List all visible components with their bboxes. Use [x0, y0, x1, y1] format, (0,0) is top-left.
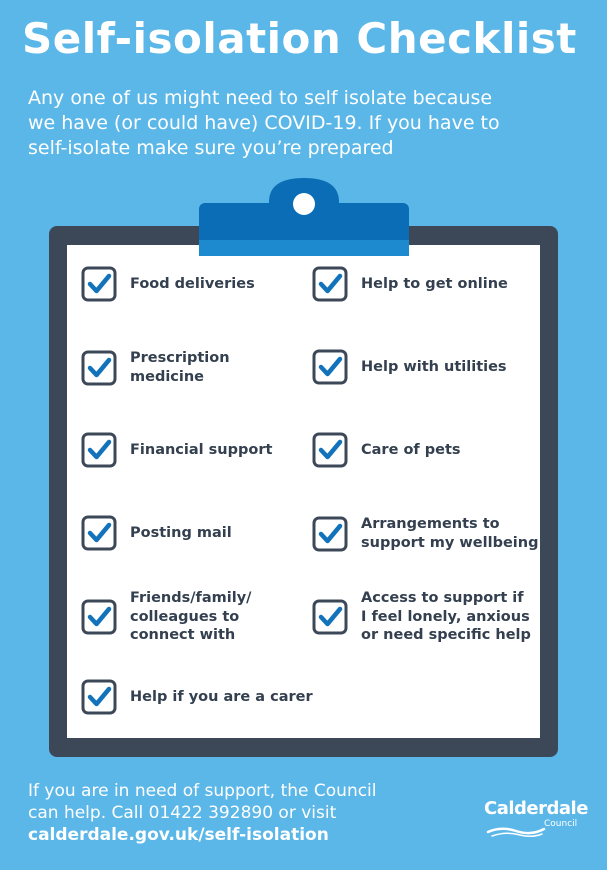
checkbox-checked-icon: [312, 432, 348, 468]
checkbox-checked-icon: [81, 679, 117, 715]
checklist-item-get-online: [312, 266, 508, 302]
checklist-paper: [67, 245, 540, 738]
checklist-item-financial-support: [81, 432, 272, 468]
intro-line: we have (or could have) COVID-19. If you have to: [28, 112, 500, 134]
logo-name: Calderdale: [484, 798, 588, 819]
intro-line: self-isolate make sure you’re prepared: [28, 137, 394, 159]
checklist-item-label: Prescription medicine: [130, 350, 230, 385]
checkbox-checked-icon: [312, 599, 348, 635]
checklist-item-posting-mail: [81, 515, 232, 551]
checklist-item-label: Help if you are a carer: [130, 688, 313, 705]
intro-text: [28, 86, 568, 161]
intro-line: Any one of us might need to self isolate because: [28, 87, 493, 109]
checklist-item-prescription: [81, 349, 230, 386]
checkbox-checked-icon: [81, 515, 117, 551]
logo-sub: Council: [544, 819, 578, 829]
checklist-item-label: Food deliveries: [130, 275, 255, 292]
checklist-item-utilities: [312, 349, 507, 385]
checklist-item-food-deliveries: [81, 266, 255, 302]
page-title: Self-isolation Checklist: [22, 14, 577, 63]
checklist-item-wellbeing: [312, 515, 538, 552]
checklist-item-label: Posting mail: [130, 524, 232, 541]
checkbox-checked-icon: [81, 599, 117, 635]
checklist-item-label: Friends/family/ colleagues to connect with: [130, 590, 252, 643]
footer-line: If you are in need of support, the Council: [28, 781, 377, 801]
checklist-item-label: Care of pets: [361, 441, 461, 458]
footer-line: can help. Call 01422 392890 or visit: [28, 803, 337, 823]
checkbox-checked-icon: [312, 266, 348, 302]
checkbox-checked-icon: [81, 432, 117, 468]
checklist-item-lonely-support: [312, 589, 531, 645]
footer-text: [28, 780, 448, 846]
checkbox-checked-icon: [81, 266, 117, 302]
checkbox-checked-icon: [312, 516, 348, 552]
checkbox-checked-icon: [312, 349, 348, 385]
checklist-item-label: Help with utilities: [361, 358, 507, 375]
clipboard-clip-icon: [199, 176, 409, 256]
checklist-item-label: Access to support if I feel lonely, anxious or need specific help: [361, 590, 531, 643]
footer-url: calderdale.gov.uk/self-isolation: [28, 825, 329, 845]
calderdale-council-logo: [484, 798, 588, 844]
checklist-item-friends-family: [81, 589, 251, 645]
checklist-item-label: Help to get online: [361, 275, 508, 292]
checklist-item-carer: [81, 679, 313, 715]
checklist-item-pets: [312, 432, 461, 468]
checklist-item-label: Financial support: [130, 441, 273, 458]
logo-wave-icon: [486, 824, 546, 838]
checkbox-checked-icon: [81, 350, 117, 386]
checklist-item-label: Arrangements to support my wellbeing: [361, 516, 539, 551]
